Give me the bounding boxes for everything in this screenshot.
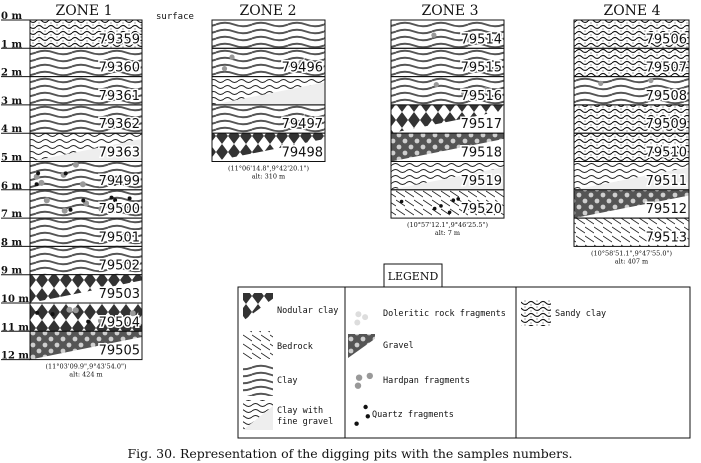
- hardpan-fragment: [598, 81, 603, 86]
- legend-label: Nodular clay: [277, 306, 339, 316]
- legend-label: Bedrock: [277, 342, 313, 352]
- depth-label: 9 m: [1, 265, 23, 277]
- depth-label: 0 m: [1, 11, 23, 22]
- legend-swatch: [355, 373, 373, 389]
- quartz-fragment: [35, 182, 39, 186]
- hardpan-fragment: [431, 33, 436, 38]
- legend-label: Clay: [277, 376, 298, 386]
- pit-layer: [30, 275, 142, 303]
- legend-label: Gravel: [383, 341, 414, 351]
- sample-number: 79361: [98, 88, 140, 104]
- legend-swatch: [348, 334, 375, 358]
- quartz-fragment: [36, 171, 40, 175]
- depth-label: 10 m: [1, 294, 29, 305]
- pit-layer: [212, 48, 325, 76]
- hardpan-fragment: [648, 78, 653, 83]
- sample-number: 79508: [645, 88, 687, 104]
- doleritic-fragment: [354, 320, 360, 326]
- hardpan-fragment: [44, 197, 50, 203]
- pit-layer: [30, 77, 142, 105]
- sample-number: 79512: [645, 202, 687, 218]
- hardpan-fragment: [229, 55, 234, 60]
- quartz-fragment: [128, 196, 132, 200]
- sample-number: 79362: [98, 117, 140, 133]
- pit-layer: [391, 77, 504, 105]
- quartz-fragment: [51, 312, 55, 316]
- legend-item-clay-fine-gravel: [243, 400, 333, 430]
- quartz-fragment: [81, 199, 85, 203]
- pit-layer: [574, 77, 689, 105]
- zone-coordinates: (11°06'14.8",9°42'20.1"): [227, 164, 310, 173]
- layer-fill: [243, 364, 273, 396]
- zone-title: ZONE 4: [603, 3, 661, 19]
- legend-swatch: [243, 293, 273, 321]
- sample-number: 79516: [460, 88, 502, 104]
- sample-number: 79511: [645, 173, 687, 189]
- sample-number: 79360: [98, 60, 140, 76]
- quartz-fragment: [363, 405, 367, 409]
- zone-title: ZONE 3: [421, 3, 479, 19]
- depth-label: 4 m: [1, 124, 23, 136]
- hardpan-fragment: [62, 208, 68, 214]
- depth-label: 6 m: [1, 180, 23, 192]
- pit-layer: [30, 162, 142, 190]
- legend-item-clay: [243, 364, 297, 396]
- hardpan-fragment: [222, 66, 227, 71]
- hardpan-fragment: [355, 383, 361, 389]
- pit-layer: [30, 48, 142, 76]
- sample-number: 79497: [281, 117, 323, 133]
- depth-label: 12 m: [1, 350, 29, 362]
- depth-label: 3 m: [1, 95, 23, 107]
- hardpan-fragment: [356, 375, 362, 381]
- sample-number: 79514: [460, 32, 502, 48]
- hardpan-fragment: [39, 180, 45, 186]
- quartz-fragment: [354, 422, 358, 426]
- zone-3: [391, 3, 504, 237]
- pit-layer: [391, 133, 504, 161]
- sample-number: 79505: [98, 343, 140, 359]
- hardpan-fragment: [66, 307, 72, 313]
- pit-layer: [391, 105, 504, 133]
- pit-layer: [574, 20, 689, 48]
- depth-label: 5 m: [1, 152, 23, 164]
- legend-item-hardpan: [355, 373, 470, 389]
- pit-layer: [212, 133, 325, 161]
- zone-altitude: alt: 310 m: [251, 172, 286, 181]
- pit-layer: [574, 133, 689, 161]
- pit-layer: [30, 105, 142, 133]
- pit-layer: [30, 331, 142, 359]
- quartz-fragment: [86, 320, 90, 324]
- legend-swatch: [243, 331, 273, 359]
- sample-number: 79496: [281, 60, 323, 76]
- legend-item-nodular-clay: [243, 293, 338, 321]
- legend-item-bedrock: [243, 331, 313, 359]
- layer-fill: [521, 300, 551, 326]
- depth-scale: [1, 11, 30, 362]
- legend-label: Quartz fragments: [372, 410, 454, 420]
- pit-layer: [391, 48, 504, 76]
- legend-swatch: [243, 400, 273, 430]
- sample-number: 79507: [645, 60, 687, 76]
- sample-number: 79520: [460, 202, 502, 218]
- quartz-fragment: [456, 197, 460, 201]
- layer-fill: [212, 20, 325, 48]
- legend-item-quartz: [354, 405, 453, 426]
- zone-title: ZONE 1: [55, 3, 113, 19]
- pit-layer: [212, 105, 325, 133]
- quartz-fragment: [439, 204, 443, 208]
- legend-swatch: [354, 405, 370, 426]
- sample-number: 79517: [460, 117, 502, 133]
- doleritic-fragment: [362, 314, 368, 320]
- zone-4: [574, 3, 689, 265]
- sample-number: 79500: [98, 202, 140, 218]
- zone-altitude: alt: 424 m: [69, 370, 103, 379]
- sample-number: 79509: [645, 117, 687, 133]
- legend-label: Doleritic rock fragments: [383, 309, 506, 319]
- depth-label: 7 m: [1, 209, 23, 221]
- quartz-fragment: [448, 211, 452, 215]
- pit-layer: [30, 218, 142, 246]
- pit-layer: [30, 133, 142, 161]
- sample-number: 79503: [98, 287, 140, 302]
- hardpan-fragment: [80, 181, 86, 187]
- depth-label: 8 m: [1, 237, 23, 249]
- quartz-fragment: [64, 171, 68, 175]
- sample-number: 79510: [645, 145, 687, 161]
- layer-fill: [243, 331, 273, 359]
- zone-1: [30, 3, 142, 379]
- hardpan-fragment: [434, 82, 439, 87]
- pit-layer: [391, 162, 504, 190]
- sample-number: 79502: [98, 258, 140, 274]
- legend-label: Hardpan fragments: [383, 376, 470, 386]
- sample-number: 79498: [281, 145, 323, 161]
- legend-label: Clay with: [277, 406, 324, 416]
- zone-2: [212, 3, 325, 181]
- pit-layer: [212, 77, 325, 105]
- hardpan-fragment: [73, 162, 79, 168]
- depth-label: 11 m: [1, 322, 29, 334]
- pit-layer: [574, 218, 689, 246]
- hardpan-fragment: [73, 307, 79, 313]
- pit-layer: [30, 20, 142, 48]
- sample-number: 79519: [460, 173, 502, 189]
- zone-coordinates: (10°58'51.1",9°47'55.0"): [590, 249, 673, 258]
- quartz-fragment: [366, 414, 370, 418]
- surface-label: surface: [156, 12, 194, 22]
- pit-layer: [574, 162, 689, 190]
- legend-swatch: [354, 311, 368, 325]
- sample-number: 79499: [98, 173, 140, 189]
- legend-swatch: [243, 364, 273, 396]
- legend-title: LEGEND: [387, 270, 439, 283]
- pit-layer: [574, 48, 689, 76]
- sample-number: 79504: [98, 315, 140, 331]
- quartz-fragment: [35, 311, 39, 315]
- legend-item-doleritic: [354, 309, 506, 326]
- depth-label: 1 m: [1, 39, 23, 51]
- depth-label: 2 m: [1, 67, 23, 79]
- quartz-fragment: [400, 200, 404, 204]
- zone-altitude: alt: 407 m: [614, 257, 649, 266]
- sample-number: 79518: [460, 145, 502, 161]
- zone-altitude: alt: 7 m: [434, 229, 461, 238]
- pit-layer: [30, 190, 142, 218]
- zone-coordinates: (11°03'09.9",9°43'54.0"): [45, 362, 127, 371]
- legend-swatch: [521, 300, 551, 326]
- legend-item-gravel: [348, 334, 414, 358]
- pit-layer: [574, 105, 689, 133]
- zone-coordinates: (10°57'12.1",9°46'25.5"): [406, 221, 489, 230]
- sample-number: 79359: [98, 32, 140, 48]
- pit-layer: [391, 190, 504, 218]
- quartz-fragment: [110, 196, 114, 200]
- quartz-fragment: [69, 208, 73, 212]
- quartz-fragment: [433, 207, 437, 211]
- quartz-fragment: [452, 198, 456, 202]
- sample-number: 79363: [98, 145, 140, 161]
- pit-layer: [30, 303, 142, 331]
- sample-number: 79506: [645, 32, 687, 48]
- legend: [238, 264, 690, 438]
- pit-layer: [574, 190, 689, 218]
- pit-layer: [391, 20, 504, 48]
- legend-label: fine gravel: [277, 417, 334, 427]
- pit-layer: [30, 246, 142, 274]
- hardpan-fragment: [367, 373, 373, 379]
- sample-number: 79515: [460, 60, 502, 76]
- legend-label: Sandy clay: [555, 309, 607, 319]
- figure-caption: Fig. 30. Representation of the digging pits with the samples numbers.: [127, 446, 573, 461]
- doleritic-fragment: [355, 311, 361, 317]
- legend-item-sandy-clay: [521, 300, 606, 326]
- sample-number: 79513: [645, 230, 687, 246]
- zone-title: ZONE 2: [239, 3, 297, 19]
- sample-number: 79501: [98, 230, 140, 246]
- pit-layer: [212, 20, 325, 48]
